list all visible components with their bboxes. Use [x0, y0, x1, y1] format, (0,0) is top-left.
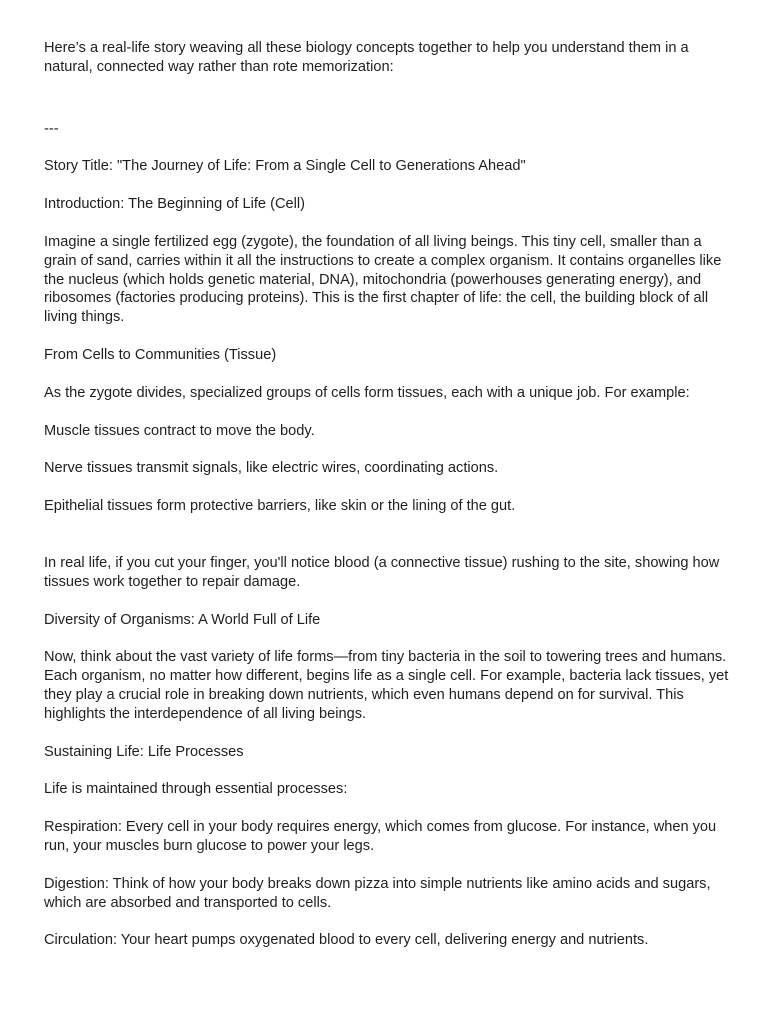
process-circulation-item: Circulation: Your heart pumps oxygenated blood to every cell, delivering energy and nutrients.	[44, 932, 649, 949]
section-body-cell: Imagine a single fertilized egg (zygote), the foundation of all living beings. This tiny cell, smaller than a grain of sand, carries within it all the instructions to create a complex organism. It contains organelles like the nucleus (which holds genetic material, DNA), mitochondria (powerhouses generating energy), and ribosomes (factories producing proteins). This is the first chapter of life: the cell, the building block of all living things.	[44, 233, 722, 326]
spacer	[44, 724, 734, 743]
spacer	[44, 138, 734, 157]
section-body-diversity: Now, think about the vast variety of life forms—from tiny bacteria in the soil to towering trees and humans. Each organism, no matter how different, begins life as a single cell. For example, bacteria lack tissues, yet they play a crucial role in breaking down nutrients, which even humans depend on for survival. This highlights the interdependence of all living beings.	[44, 649, 729, 722]
tissue-muscle-item: Muscle tissues contract to move the body.	[44, 422, 315, 439]
section-heading-processes: Sustaining Life: Life Processes	[44, 743, 244, 760]
spacer	[44, 856, 734, 875]
document-page	[44, 39, 734, 950]
separator-line: ---	[44, 120, 59, 137]
section-body-tissue: As the zygote divides, specialized groups of cells form tissues, each with a unique job. For example:	[44, 384, 690, 401]
spacer	[44, 629, 734, 648]
section-heading-tissue: From Cells to Communities (Tissue)	[44, 346, 277, 363]
process-digestion-item: Digestion: Think of how your body breaks down pizza into simple nutrients like amino acids and sugars, which are absorbed and transported to cells.	[44, 875, 711, 911]
spacer	[44, 403, 734, 422]
intro-paragraph: Here’s a real-life story weaving all these biology concepts together to help you understand them in a natural, connected way rather than rote memorization:	[44, 40, 689, 75]
section-heading-diversity: Diversity of Organisms: A World Full of Life	[44, 611, 321, 628]
spacer	[44, 440, 734, 459]
spacer	[44, 912, 734, 931]
spacer	[44, 176, 734, 195]
spacer	[44, 592, 734, 611]
tissue-example-paragraph: In real life, if you cut your finger, you'll notice blood (a connective tissue) rushing to the site, showing how tissues work together to repair damage.	[44, 554, 720, 590]
spacer	[44, 478, 734, 497]
spacer	[44, 516, 734, 554]
tissue-nerve-item: Nerve tissues transmit signals, like electric wires, coordinating actions.	[44, 460, 499, 477]
process-respiration-item: Respiration: Every cell in your body requires energy, which comes from glucose. For instance, when you run, your muscles burn glucose to power your legs.	[44, 819, 717, 854]
story-title: Story Title: "The Journey of Life: From a Single Cell to Generations Ahead"	[44, 158, 526, 175]
spacer	[44, 365, 734, 384]
spacer	[44, 214, 734, 233]
spacer	[44, 327, 734, 346]
tissue-epithelial-item: Epithelial tissues form protective barriers, like skin or the lining of the gut.	[44, 498, 516, 515]
section-heading-cell: Introduction: The Beginning of Life (Cell)	[44, 196, 305, 213]
spacer	[44, 799, 734, 818]
spacer	[44, 761, 734, 780]
spacer	[44, 77, 734, 113]
section-body-processes: Life is maintained through essential processes:	[44, 781, 348, 798]
